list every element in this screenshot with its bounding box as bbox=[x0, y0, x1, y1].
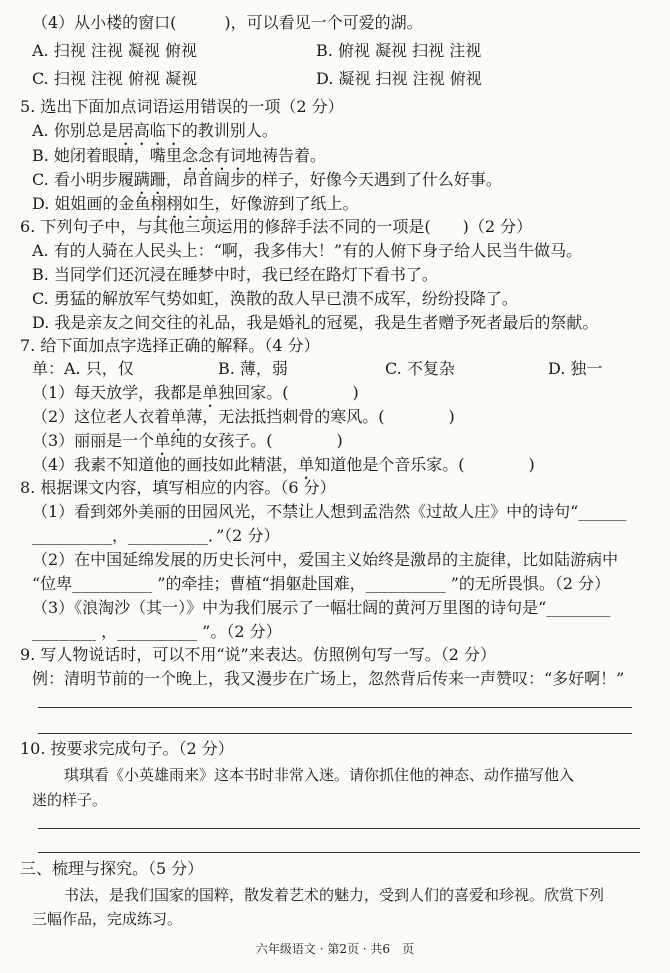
q7-s1-pre: （1）每天放学，我都是 bbox=[32, 383, 203, 402]
q7-s3-dotted-char: 单 bbox=[154, 431, 171, 450]
q5-d-post: ，好像游到了纸上。 bbox=[214, 194, 359, 213]
q7-s3-pre: （3）丽丽是一个 bbox=[32, 431, 155, 450]
q5-a-dotted-word: 居高临下 bbox=[117, 121, 182, 140]
q6-stem: 6. 下列句子中，与其他三项运用的修辞手法不同的一项是( )（2 分） bbox=[20, 217, 533, 236]
q7-option-d: D. 独一 bbox=[548, 359, 603, 378]
q8-item-1-line-1[interactable]: （1）看到郊外美丽的田园风光，不禁让人想到孟浩然《过故人庄》中的诗句“______ bbox=[32, 502, 627, 521]
q10-body-line-2: 迷的样子。 bbox=[32, 791, 108, 809]
q5-b-pre: B. 她闭着眼睛，嘴里 bbox=[32, 146, 182, 165]
q5-b-post: 地祷告着。 bbox=[245, 146, 326, 165]
q8-stem: 8. 根据课文内容，填写相应的内容。（6 分） bbox=[20, 478, 336, 497]
q7-s4-pre: （4）我素不知道他的画技如此精湛， bbox=[32, 455, 299, 474]
q7-s1-dotted-char: 单 bbox=[202, 383, 219, 402]
q9-answer-line-1[interactable] bbox=[38, 707, 632, 708]
q5-c-pre: C. 看小明步履 bbox=[32, 170, 134, 189]
q6-option-c[interactable]: C. 勇猛的解放军气势如虹，涣散的敌人早已溃不成军，纷纷投降了。 bbox=[32, 289, 518, 308]
q6-option-d[interactable]: D. 我是亲友之间交往的礼品，我是婚礼的冠冕，我是生者赠予死者最后的祭献。 bbox=[32, 313, 599, 332]
q8-item-2-line-1: （2）在中国延绵发展的历史长河中，爱国主义始终是激昂的主旋律，比如陆游病中 bbox=[32, 550, 619, 569]
q7-s2-pre: （2）这位老人衣着 bbox=[32, 407, 171, 426]
q10-stem: 10. 按要求完成句子。（2 分） bbox=[20, 739, 234, 758]
q5-stem: 5. 选出下面加点词语运用错误的一项（2 分） bbox=[20, 97, 344, 116]
q7-option-a: 单：A. 只，仅 bbox=[32, 359, 134, 378]
section-3-title: 三、梳理与探究。（5 分） bbox=[20, 859, 204, 878]
q9-answer-line-2[interactable] bbox=[38, 733, 632, 734]
q4-option-b[interactable]: B. 俯视 凝视 扫视 注视 bbox=[316, 41, 482, 60]
q5-c-dotted-word: 蹒跚 bbox=[133, 170, 166, 189]
q7-s4-dotted-char: 单 bbox=[298, 455, 315, 474]
page-footer: 六年级语文 · 第2页 · 共6 页 bbox=[255, 942, 415, 956]
q8-item-3-line-2[interactable]: ________ ，__________ ”。（2 分） bbox=[32, 622, 282, 641]
q5-c-post: ，昂首阔步的样子，好像今天遇到了什么好事。 bbox=[165, 170, 502, 189]
q4-stem: （4）从小楼的窗口( )，可以看见一个可爱的湖。 bbox=[32, 13, 423, 32]
q9-example: 例：清明节前的一个晚上，我又漫步在广场上，忽然背后传来一声赞叹：“多好啊！” bbox=[32, 669, 625, 688]
section-3-body-line-1: 书法，是我们国家的国粹，散发着艺术的魅力，受到人们的喜爱和珍视。欣赏下列 bbox=[64, 886, 605, 904]
q7-s2-dotted-char: 单 bbox=[170, 407, 187, 426]
q7-s2-post[interactable]: 薄，无法抵挡刺骨的寒风。( ) bbox=[186, 407, 455, 426]
q8-item-2-line-2[interactable]: “位卑__________ ”的牵挂；曹植“捐躯赴国难，__________ ”的无所畏惧。（2 分） bbox=[32, 574, 611, 593]
q7-s4-post[interactable]: 知道他是个音乐家。( ) bbox=[314, 455, 535, 474]
q7-option-b: B. 薄，弱 bbox=[218, 359, 288, 378]
q7-option-c: C. 不复杂 bbox=[385, 359, 455, 378]
q6-option-b[interactable]: B. 当同学们还沉浸在睡梦中时，我已经在路灯下看书了。 bbox=[32, 265, 438, 284]
q9-stem: 9. 写人物说话时，可以不用“说”来表达。仿照例句写一写。（2 分） bbox=[20, 645, 496, 664]
q10-body-line-1: 琪琪看《小英雄雨来》这本书时非常入迷。请你抓住他的神态、动作描写他入 bbox=[64, 766, 575, 784]
q6-option-a[interactable]: A. 有的人骑在人民头上：“啊，我多伟大！”有的人俯下身子给人民当牛做马。 bbox=[32, 241, 583, 260]
q10-answer-line-2[interactable] bbox=[38, 852, 640, 853]
q5-b-dotted-word: 念念有词 bbox=[181, 146, 246, 165]
q8-item-3-line-1[interactable]: （3）《浪淘沙（其一）》中为我们展示了一幅壮阔的黄河万里图的诗句是“________ bbox=[32, 598, 611, 617]
q4-option-a[interactable]: A. 扫视 注视 凝视 俯视 bbox=[32, 41, 197, 60]
q10-answer-line-1[interactable] bbox=[38, 828, 640, 829]
q7-stem: 7. 给下面加点字选择正确的解释。（4 分） bbox=[20, 336, 320, 355]
q4-option-c[interactable]: C. 扫视 注视 俯视 凝视 bbox=[32, 69, 198, 88]
q7-s3-post[interactable]: 纯的女孩子。( ) bbox=[170, 431, 343, 450]
q5-a-post: 的教训别人。 bbox=[181, 121, 278, 140]
q5-d-dotted-word: 栩栩如生 bbox=[150, 194, 215, 213]
q5-a-pre: A. 你别总是 bbox=[32, 121, 118, 140]
section-3-body-line-2: 三幅作品，完成练习。 bbox=[32, 910, 183, 928]
q4-option-d[interactable]: D. 凝视 扫视 注视 俯视 bbox=[316, 69, 482, 88]
q7-s1-post[interactable]: 独回家。( ) bbox=[218, 383, 359, 402]
q5-d-pre: D. 姐姐画的金鱼 bbox=[32, 194, 151, 213]
q8-item-1-line-2[interactable]: __________，__________．”（2 分） bbox=[32, 526, 280, 545]
